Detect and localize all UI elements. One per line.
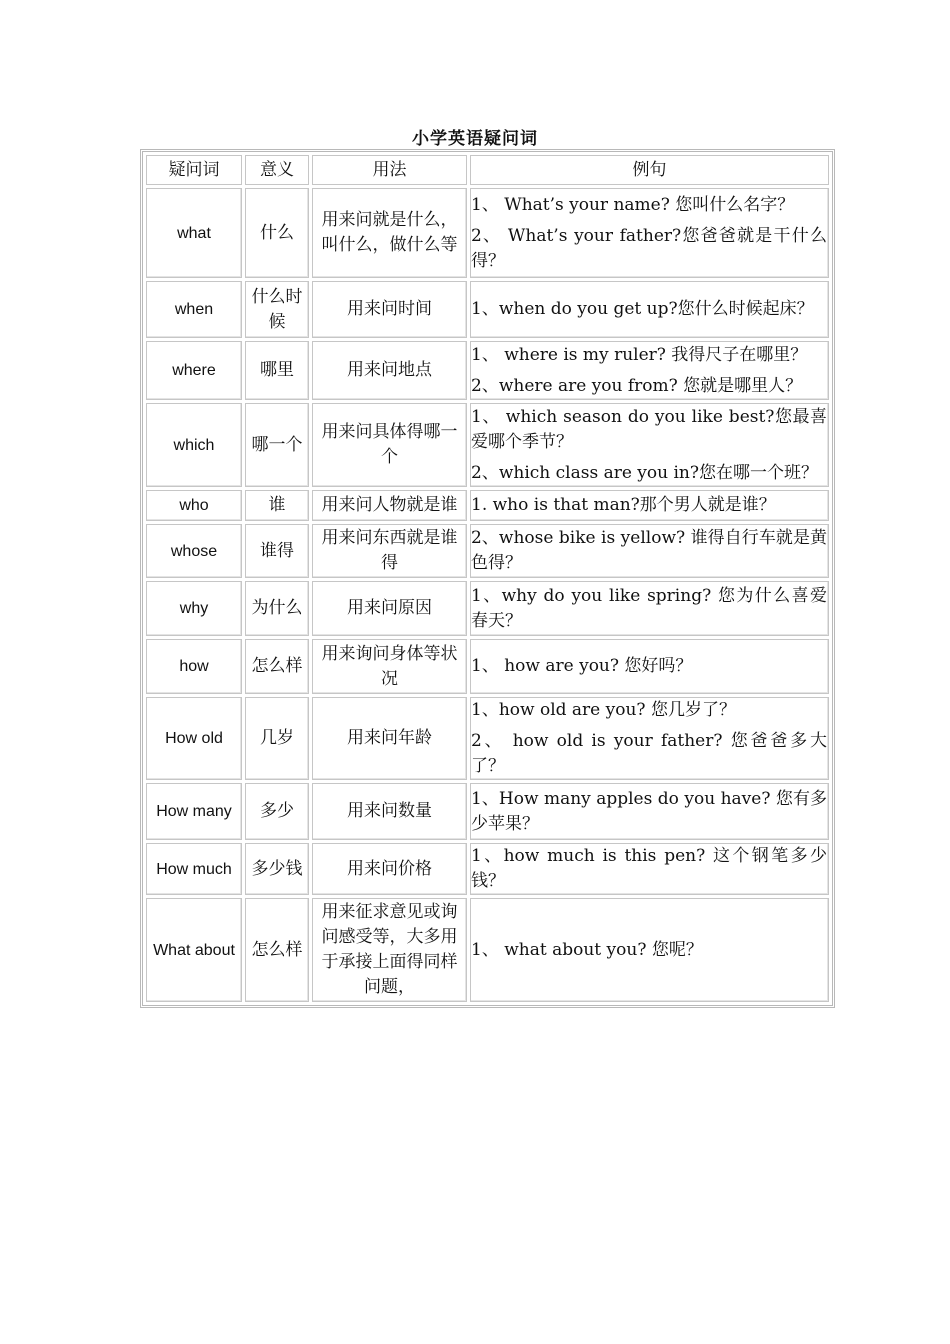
examples-cell [470,188,829,278]
table-row [146,490,829,521]
table-row [146,783,829,840]
examples-cell [470,783,829,840]
examples-cell [470,524,829,578]
question-word-cell: why [146,581,242,636]
meaning-cell: 什么时候 [245,281,309,338]
table-header-row [146,155,829,185]
usage-cell: 用来问数量 [312,783,467,840]
example-sentence: 1、 how are you? 您好吗？ [471,656,693,676]
usage-cell: 用来征求意见或询问感受等，大多用于承接上面得同样问题， [312,898,467,1002]
example-sentence: 1、 What’s your name? 您叫什么名字？ [471,194,795,215]
question-word-cell: How many [146,783,242,840]
question-words-table [140,149,835,1008]
example-sentence: 1. who is that man?那个男人就是谁？ [471,495,776,515]
meaning-cell: 哪里 [245,341,309,400]
usage-cell: 用来询问身体等状况 [312,639,467,694]
meaning-cell: 什么 [245,188,309,278]
table-row [146,581,829,636]
table-row [146,281,829,338]
header-meaning: 意义 [245,155,309,185]
example-sentence: 2、 how old is your father? 您爸爸多大了？ [471,731,827,776]
table-row [146,898,829,1002]
usage-cell: 用来问东西就是谁得 [312,524,467,578]
examples-cell [470,639,829,694]
table-row [146,403,829,487]
examples-cell [470,341,829,400]
meaning-cell: 谁 [245,490,309,521]
usage-cell: 用来问就是什么，叫什么，做什么等 [312,188,467,278]
example-sentence: 2、whose bike is yellow? 谁得自行车就是黄色得？ [471,528,827,573]
usage-cell: 用来问时间 [312,281,467,338]
examples-cell [470,697,829,780]
meaning-cell: 哪一个 [245,403,309,487]
example-sentence: 2、which class are you in?您在哪一个班？ [471,462,818,483]
question-word-cell: what [146,188,242,278]
meaning-cell: 怎么样 [245,898,309,1002]
usage-cell: 用来问具体得哪一个 [312,403,467,487]
usage-cell: 用来问价格 [312,843,467,895]
table-row [146,639,829,694]
question-word-cell: how [146,639,242,694]
header-word: 疑问词 [146,155,242,185]
table-row [146,341,829,400]
table-row [146,843,829,895]
example-sentence: 1、when do you get up?您什么时候起床？ [471,299,814,319]
question-word-cell: How old [146,697,242,780]
usage-cell: 用来问人物就是谁 [312,490,467,521]
meaning-cell: 多少钱 [245,843,309,895]
header-examples: 例句 [470,155,829,185]
example-sentence: 1、why do you like spring? 您为什么喜爱春天？ [471,585,827,631]
table-row [146,697,829,780]
examples-cell [470,898,829,1002]
question-word-cell: where [146,341,242,400]
example-sentence: 2、where are you from? 您就是哪里人？ [471,375,803,396]
meaning-cell: 谁得 [245,524,309,578]
table-row [146,524,829,578]
usage-cell: 用来问地点 [312,341,467,400]
examples-cell [470,281,829,338]
question-word-cell: What about [146,898,242,1002]
question-word-cell: when [146,281,242,338]
examples-cell [470,581,829,636]
examples-cell [470,403,829,487]
question-word-cell: whose [146,524,242,578]
question-word-cell: which [146,403,242,487]
example-sentence: 1、How many apples do you have? 您有多少苹果？ [471,788,827,834]
meaning-cell: 多少 [245,783,309,840]
header-usage: 用法 [312,155,467,185]
examples-cell [470,843,829,895]
table-row [146,188,829,278]
meaning-cell: 怎么样 [245,639,309,694]
example-sentence: 1、 where is my ruler? 我得尺子在哪里？ [471,344,808,365]
question-word-cell: How much [146,843,242,895]
question-word-cell: who [146,490,242,521]
example-sentence: 1、 what about you? 您呢？ [471,939,703,960]
document-title: 小学英语疑问词 [412,129,538,149]
example-sentence: 1、 which season do you like best?您最喜爱哪个季节？ [471,406,827,452]
example-sentence: 1、how old are you? 您几岁了？ [471,700,736,720]
meaning-cell: 几岁 [245,697,309,780]
example-sentence: 1、how much is this pen? 这个钢笔多少钱？ [471,846,827,891]
usage-cell: 用来问原因 [312,581,467,636]
usage-cell: 用来问年龄 [312,697,467,780]
meaning-cell: 为什么 [245,581,309,636]
examples-cell [470,490,829,521]
example-sentence: 2、 What’s your father?您爸爸就是干什么得？ [471,225,827,271]
